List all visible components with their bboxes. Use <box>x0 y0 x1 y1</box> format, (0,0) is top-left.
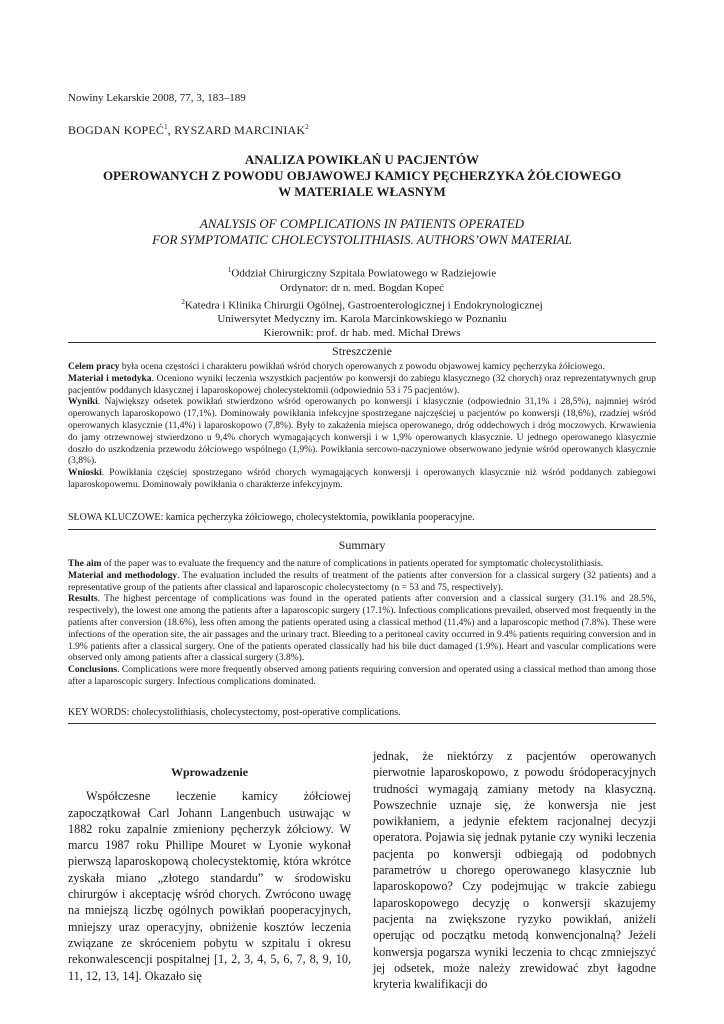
title-line: FOR SYMPTOMATIC CHOLECYSTOLITHIASIS. AUTHORS’OWN MATERIAL <box>152 232 572 247</box>
affiliation-line: Uniwersytet Medyczny im. Karola Marcinkowskiego w Poznaniu <box>217 313 507 326</box>
body-paragraph: jednak, że niektórzy z pacjentów operowanych pierwotnie laparoskopowo, z powodu śródoperacyjnych trudności wymagają zamiany metody na klasyczną. Powszechnie uznaje się, że konwersja nie jest powikłaniem, a jedynie efektem racjonalnej decyzji operatora. Pojawia się jednak pytanie czy wyniki leczenia pacjenta po konwersji odbiegają od podobnych parametrów u chorego operowanego klasycznie lub laparoskopowo? Czy podejmując w trakcie zabiegu laparoskopowego decyzję o konwersji skazujemy pacjenta na zwiększone ryzyko powikłań, aniżeli operując od początku metodą konwencjonalną? Jeżeli konwersja pogarsza wyniki leczenia to chcąc zmniejszyć jej odsetek, może należy zrewidować zbyt łagodne kryteria kwalifikacji do <box>373 749 656 992</box>
abstract-paragraph <box>68 559 656 571</box>
title-english <box>68 216 656 248</box>
paragraph-text: . Największy odsetek powikłań stwierdzono wśród operowanych po konwersji i klasycznie (odpowiednio 31,1% i 28,5%), najmniej wśród operowanych laparoskopowo (17,1%). Dominowały powikłania infekcyjne spostrzegane najczęściej u pacjentów po konwersji (18,6%), rzadziej wśród operowanych klasycznie (11,4%) i laparoskopowo (7,8%). Były to zakażenia miejsca operowanego, dróg oddechowych i dróg moczowych. Krwawienia do jamy otrzewnowej stwierdzono u 9,4% chorych wymagających konwersji i w 1,9% operowanych klasycznie. U jednego operowanego klasycznie doszło do uszkodzenia przewodu żółciowego wspólnego (1,9%). Powikłania sercowo-naczyniowe obserwowano jedynie wśród operowanych klasycznie (3,8%). <box>68 397 656 467</box>
paragraph-label: The aim <box>68 559 102 569</box>
divider <box>68 529 656 530</box>
abstract-paragraph <box>68 362 656 374</box>
section-heading: Wprowadzenie <box>170 765 249 779</box>
affiliation-line: Ordynator: dr n. med. Bogdan Kopeć <box>279 281 445 294</box>
paragraph-label: Materiał i metodyka <box>68 373 152 384</box>
affiliation-line: Kierownik: prof. dr hab. med. Michał Drews <box>263 327 461 340</box>
author-separator: , <box>167 123 175 137</box>
divider <box>68 723 656 724</box>
abstract-paragraph <box>68 571 656 595</box>
affiliation-text: Katedra i Klinika Chirurgii Ogólnej, Gastroenterologicznej i Endokrynologicznej <box>184 299 543 312</box>
divider <box>68 342 656 343</box>
title-line: W MATERIALE WŁASNYM <box>278 184 446 199</box>
title-polish <box>68 152 656 200</box>
paragraph-text: of the paper was to evaluate the frequency and the nature of complications in patients operated for symptomatic cholecystolithiasis. <box>101 559 604 569</box>
author-list <box>68 123 309 138</box>
author-name: BOGDAN KOPEĆ <box>68 123 165 137</box>
paragraph-text: . Powikłania częściej spostrzegano wśród chorych wymagających konwersji i operowanych klasycznie niż wśród poddanych zabiegowi laparoskopowemu. Dominowały powikłania o charakterze infekcyjnym. <box>68 468 656 490</box>
paragraph-label: Conclusions <box>68 665 118 676</box>
abstract-paragraph <box>68 374 656 398</box>
affiliation-marker: 1 <box>227 266 232 274</box>
journal-citation: Nowiny Lekarskie 2008, 77, 3, 183–189 <box>68 92 246 104</box>
paragraph-text: . The evaluation included the results of treatment of the patients after conversion for a classical surgery (32 patients) and a representative group of the patients after classical and laparoscopic cholecystectomy (n = 53 and 75, respectively). <box>68 570 656 593</box>
paragraph-text: . The highest percentage of complications was found in the operated patients after conversion and a classical surgery (31.1% and 28.5%, respectively), the lowest one among the patients after a laparoscopic surgery (17.1%). Infectious complications prevailed, observed most frequently in the patients after conversion (18.6%), less often among the patients operated using a classical method (11.4%) and a laparoscopic method (7.8%). These were infections of the operation site, the air passages and the urinary tract. Bleeding to a peritoneal cavity occurred in 9.4% patients requiring conversion and in 1.9% patients after a classical surgery. One of the patients operated classically had his bile duct damaged (1.9%). Heart and vascular complications were observed only among patients after a classical surgery (3.8%). <box>68 594 656 664</box>
title-line: OPEROWANYCH Z POWODU OBJAWOWEJ KAMICY PĘCHERZYKA ŻÓŁCIOWEGO <box>102 168 622 183</box>
paragraph-text: była ocena częstości i charakteru powikłań wśród chorych operowanych z powodu objawowej kamicy pęcherzyka żółciowego. <box>119 362 605 372</box>
paragraph-label: Wyniki <box>68 397 98 408</box>
keywords-english: KEY WORDS: cholecystolithiasis, cholecystectomy, post-operative complications. <box>68 707 401 718</box>
paragraph-text: . Complications were more frequently observed among patients requiring conversion and operated using a classical method than among those after a laparoscopic surgery. Infectious complications dominated. <box>68 665 656 687</box>
abstract-english <box>68 559 656 689</box>
affiliation-marker: 1 <box>164 123 168 131</box>
affiliation-text: Oddział Chirurgiczny Szpitala Powiatowego w Radziejowie <box>231 267 497 280</box>
abstract-polish <box>68 362 656 492</box>
body-paragraph: Współczesne leczenie kamicy żółciowej zapoczątkował Carl Johann Langenbuch usuwając w 1882 roku zapalnie zmieniony pęcherzyk żółciowy. W marcu 1987 roku Phillipe Mouret w Lyonie wykonał pierwszą laparoskopową cholecystektomię, która wkrótce zyskała miano „złotego standardu” w środowisku chirurgów i akceptację wśród chorych. Zwrócono uwagę na mniejszą liczbę ogólnych powikłań pooperacyjnych, mniejszy uraz operacyjny, obniżenie kosztów leczenia związane ze skróceniem pobytu w szpitalu i okresu rekonwalescencji pospitalnej [1, 2, 3, 4, 5, 6, 7, 8, 9, 10, 11, 12, 13, 14]. Okazało się <box>68 789 351 983</box>
abstract-heading-english: Summary <box>338 538 386 552</box>
affiliation-marker: 2 <box>305 123 309 131</box>
title-line: ANALYSIS OF COMPLICATIONS IN PATIENTS OPERATED <box>199 216 525 231</box>
abstract-paragraph <box>68 397 656 468</box>
body-column-left <box>68 764 351 984</box>
affiliation-line <box>68 263 656 281</box>
abstract-heading-polish: Streszczenie <box>332 344 392 358</box>
abstract-paragraph <box>68 665 656 689</box>
keywords-polish: SŁOWA KLUCZOWE: kamica pęcherzyka żółciowego, cholecystektomia, powikłania pooperacyjne. <box>68 512 475 523</box>
paragraph-text: . Oceniono wyniki leczenia wszystkich pacjentów po konwersji do zabiegu klasycznego (32 chorych) oraz reprezentatywnych grup pacjentów poddanych klasycznej i laparoskopowej cholecystektomii (odpowiednio 53 i 75 pacjentów). <box>68 373 656 396</box>
abstract-paragraph <box>68 468 656 492</box>
affiliation-marker: 2 <box>181 297 185 306</box>
author-name: RYSZARD MARCINIAK <box>174 123 306 137</box>
paragraph-label: Wnioski <box>68 468 102 479</box>
affiliation-line <box>68 295 656 313</box>
body-column-right <box>373 748 656 992</box>
paragraph-label: Material and methodology <box>68 570 178 581</box>
paragraph-label: Results <box>68 594 98 605</box>
title-line: ANALIZA POWIKŁAŃ U PACJENTÓW <box>244 152 480 167</box>
paragraph-label: Celem pracy <box>68 362 120 372</box>
abstract-paragraph <box>68 594 656 665</box>
affiliations <box>68 263 656 340</box>
